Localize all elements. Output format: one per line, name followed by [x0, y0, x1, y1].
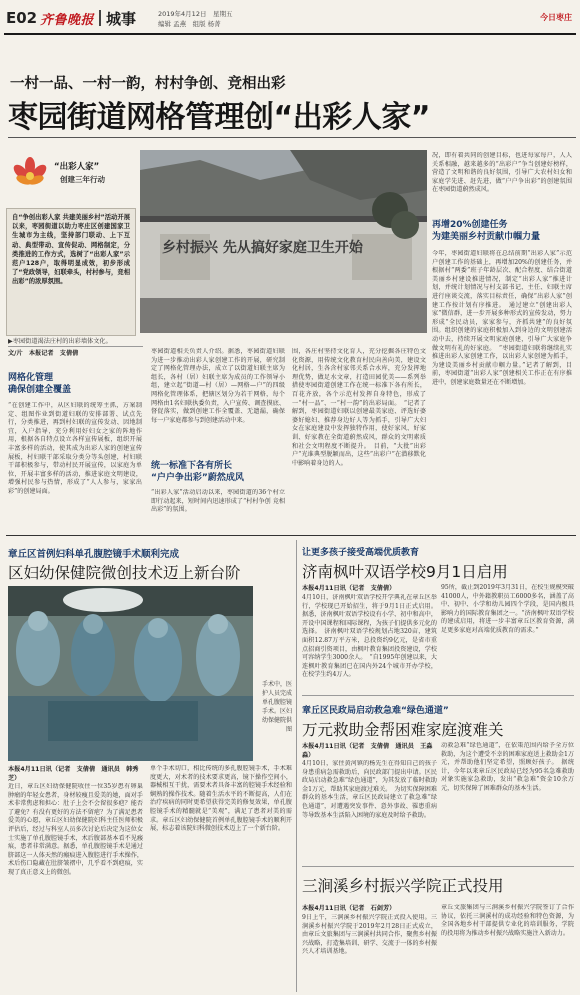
lead-subhead-2b: “户户争出彩”蔚然成风: [151, 473, 244, 483]
campaign-badge: [10, 154, 125, 196]
lead-kicker: 一村一品、一村一韵，村村争创、竞相出彩: [10, 76, 286, 92]
page-number: E02: [6, 9, 38, 27]
section-name: 城事: [106, 10, 137, 28]
badge-line-1: “出彩人家”: [54, 162, 100, 172]
header-rule: [4, 33, 576, 35]
story4-rule: [302, 866, 574, 867]
story2-photo-caption: 手术中，医护人员完成单孔腹腔镜手术。区妇幼保健院供图: [261, 681, 292, 733]
story2-kicker: 章丘区首例妇科单孔腹腔镜手术顺利完成: [8, 549, 180, 560]
lead-col3-text: 围，各庄村坚持文化育人，充分挖掘各庄特色文化资源，用传统文化教育村民向善向美，建设文化村居，生各含村家邻关系合水库，充分发挥地理优势，做足水文章，打造田园优美——系列举措使枣园街道创建工作在统一标准下各有所长，百花齐放，各个示范村发挥自身特色，形成了一“村一品”、一“村一韵”的出彩局面。 “记者了解到，枣园街道妇联以创建最美家庭、评选好婆婆好媳妇、推荐身边好人等为抓手，引导广大妇女在家庭建设中发挥独特作用，使好家风、好家训、好家教在全街道蔚然成风，群众的文明素质和社会文明程度不断提升。 目前，“大批”出彩户“光谁典型脱颖而出，这些“出彩户”在潜移默化中影响着身边的人。: [292, 348, 426, 467]
edition-name: 今日枣庄: [540, 13, 572, 22]
story2-photo: [8, 586, 253, 761]
story3-byline: 本报4月11日讯（记者 支倩倩）: [302, 585, 396, 592]
flower-logo-icon: [10, 154, 50, 194]
lead-photo-caption: ▶枣园街道渴法庄村的出彩墙体文化。: [8, 338, 112, 345]
lead-subhead-3b: 为建美丽乡村贡献巾帼力量: [432, 232, 541, 242]
story2-body-b: 单个手术切口，相比传统的多孔腹腔镜手术，手术难度更大，对术者的技术要求更高，镜下操作空间小，器械相互干扰，需要术者具备丰富的腔镜手术经验和娴熟的操作技术。随着生活水平的不断提高，人们在治疗疾病的同时更希望获得完美的修复效果，单孔腹腔镜手术的精髓就是“美观”，满足了患者对美的需求。章丘区妇幼保健院首例单孔腹腔镜手术的顺利开展，标志着该院妇科微创技术迈上了一个新台阶。: [150, 765, 292, 833]
lead-subhead-1b: 确保创建全覆盖: [8, 385, 72, 395]
lead-photo-divider: [8, 346, 143, 347]
lead-subhead-3a: 再增20%创建任务: [432, 220, 508, 230]
header-editors: 编辑 孟燕 组版 杨菁: [158, 20, 221, 28]
lead-byline: 文/片 本报记者 支倩倩: [8, 350, 79, 357]
lead-col2-text-b: “出彩人家”活动启动以来，枣园街道的36个村立即行动起来，短时间内迅速形成了“村村争创 竞相出彩”的氛围。: [151, 489, 285, 514]
paper-logo: 齐鲁晚报: [40, 13, 95, 28]
lead-col2-text: 枣园街道相关负责人介绍。据悉，枣园街道妇联为进一步推动出彩人家创建工作的开展，研究制定了网格化管理办法，成立了以街道妇联主席为组长，各村（居）妇联主席为成员的工作领导小组，建立起“街道—村（居）—网格—户”的四级网格化管理体系，把辖区划分为若干网格，每个网格由1名妇联执委负责，入户宣传、调查摸底、督促落实，做到创建工作全覆盖、无遗漏，确保每一户家庭都参与到创建活动中来。: [151, 348, 285, 424]
story4-kicker: 章丘区民政局启动救急难“绿色通道”: [302, 706, 449, 716]
surgery-room-illustration: [8, 586, 253, 761]
story4-body-b: 动救急难“绿色通道”，在依策范围内给予全方位救助，为这个遭受不幸的困难家庭送上救助金1万元，并帮助他们坚定希望，照顾好孩子。 据统计，今年以来章丘区民政局已经为95名急难救助对象实施家急救助，发出“救急难”资金10余万元，切实保障了困难群众的基本生活。: [441, 742, 574, 792]
story2-byline: 本报4月11日讯（记者 支倩倩 通讯员 韩秀芝）: [8, 766, 139, 782]
header-date: 2019年4月12日 星期五: [158, 10, 233, 18]
lead-col4-text-b: 今年，枣园街道妇联将在总结前期“出彩人家”示范户创建工作的基础上，再增加20%的创建任务，并根据村“两委”班子年龄层次、配合程度、结合街道美丽乡村建设推进情况，制定“出彩人家”推进计划，并统计划情况与村支部书记、主任、妇联主席进行座谈交流，落实目标责任，确保“出彩人家”创建工作按计划有序推进。 通过建立“创建出彩人家”微信群，进一步开展多种形式的宣传发动，努力形成“全民动员，家家参与，齐抓共建”的良好氛围。组织创建的家庭积极加入到身边的文明创建活动中去，持续开展文明家庭创建，引导广大家庭争做文明有礼的好家庭。 “枣园街道妇联将继续扎实推进出彩人家创建工作，以出彩人家创建为抓手，为建设美丽乡村贡献巾帼力量。”记者了解到，目前，枣园街道“出彩人家”创建相关工作正在有序推进中，创建家庭数量还在不断增加。: [432, 250, 572, 386]
lead-col4-text: 况，即有着共同的创建目标，也进每家每户，人人关系相融，越来越多的“出彩户”争当创建好榜样，营造了文明和谐的良好氛围，引导广大农村妇女和家庭学先进、赶先进，做“户户争出彩”的创建氛围在枣园街道蔚然成风。: [432, 152, 572, 194]
lead-intro-box: [6, 208, 136, 336]
story3-rule: [302, 695, 574, 696]
lead-subhead-1a: 网格化管理: [8, 373, 54, 383]
story4-byline: 本报4月11日讯（记者 支倩倩 通讯员 王淼淼）: [302, 743, 433, 759]
story2-title: 区妇幼保健院微创技术迈上新台阶: [8, 564, 241, 582]
lead-col1-text: “在创建工作中，从区妇联的统筹主抓，方案制定、组图作业到街道妇联的安排部署、试点先行，分类推进，再到村妇联的宣传发动、因地制宜，入户指导，充分利用好妇女之家的阵地作用，根据各自特点设立各样宣传展板，组织开展丰富多样的活动，使其成为出彩人家的创建宣传展板，村妇联干部采取分类分等头创建，村妇联干部积极参与，带动村民开展宣传，以家庭为单位，开展丰富多样的活动，推进家庭文明建设，增强村民参与热情，形成了“人人参与，家家出彩”的创建局面。: [8, 402, 142, 495]
story5-byline: 本报4月11日讯（记者 石剑芳）: [302, 905, 396, 912]
lead-title-rule: [8, 137, 576, 138]
story2-body: 近日，章丘区妇幼保健院收住一位35岁患有卵巢肿瘤的年轻女患者，身材较瘦且爱美的她，面对手术非常焦虑和担心：肚子上会不会留很多疤？能否了避免？有没有更好的方法不留疤？为了满足患者爱美的心愿，章丘区妇幼保健院妇科主任医师积极评估后，经过与科室人员多次讨论后决定为这位女士实施了单孔腹腔镜手术，术后腹部基本看不见瘢痕，患者非常满意。据悉，单孔腹腔镜手术是通过脐部这一人体天然的瘢痕进入腹腔进行手术操作，术后伤口隐藏在肚脐皱褶中，几乎看不到疤痕，实现了真正意义上的微创。: [8, 783, 143, 876]
story5-body-b: 章丘文旅集团与三涧溪乡村振兴学院签订了合作协议，依托三涧溪村的成功经验和特色资源，为全国各地乡村干部提供专业化的培训服务，学院的投用将为推动乡村振兴战略实施注入新动力。: [441, 904, 574, 937]
story5-body: 9日上午，三涧溪乡村振兴学院正式投入使用。三涧溪乡村振兴学院于2019年2月28日正式成立，由章丘文旅集团与三涧溪村共同合作，聚焦乡村振兴战略，打造集培训、研学、交流于一体的乡村振兴人才培训基地。: [302, 914, 437, 956]
photo-wall-slogan: 乡村振兴 先从搞好家庭卫生开始: [162, 240, 363, 256]
story3-kicker: 让更多孩子接受高端优质教育: [302, 548, 420, 558]
story3-body-b: 95所，截止到2019年3月31日，在校生规模突破41000人，中外籍教职员工6000多名，涵盖了高中、初中、小学和幼儿园四个学段，是国内极具影响力的国际教育集团之一。“济南枫叶双语学校的建成启用，将进一步丰富章丘区教育资源，满足更多家庭对高端优质教育的需求。”: [441, 584, 574, 634]
story5-title: 三涧溪乡村振兴学院正式投用: [302, 877, 504, 895]
story4-body: 4月10日，家住黄河镇的杨先生在得知自己的孩子身患重病急需救助后，向民政部门提出申请。区民政局启动救急难“绿色通道”，为其发放了临时救助金1万元，帮助其家庭渡过难关。 为切实保障困难群众的基本生活，章丘区民政局建立了救急难“绿色通道”，对遭遇突发事件、意外事故、罹患重病等导致基本生活陷入困境的家庭及时给予救助。: [302, 760, 437, 819]
lead-subhead-2a: 统一标准下各有所长: [151, 461, 233, 471]
story3-title: 济南枫叶双语学校9月1日启用: [302, 563, 508, 581]
header-divider-icon: [99, 10, 101, 26]
column-divider: [296, 540, 297, 992]
lead-photo: [140, 150, 427, 333]
lead-title: 枣园街道网格管理创“出彩人家”: [8, 100, 430, 135]
story3-body: 4月10日，济南枫叶双语学校开学典礼在章丘区举行，学校现已开始招生，将于9月1日正式启用。据悉，济南枫叶双语学校设有小学、初中和高中，开设中国课程和国际课程，为孩子们提供多元化的选择。 济南枫叶双语学校规划占地320亩，建筑面积12.87万平方米，总投资约9亿元，是省市重点招商引资项目，由枫叶教育集团投资建设，学校可容纳学生3000余人。 “自1995年创建以来，大连枫叶教育集团已在国内外24个城市开办学校，在校学生约4万人。: [302, 594, 437, 679]
story4-title: 万元救助金帮困难家庭渡难关: [302, 721, 504, 739]
lead-intro-text: 自“争创出彩人家 共建美丽乡村”活动开展以来，枣园街道以助力枣庄区创建国家卫生城市为主线，坚持部门联动、上下互动、典型带动、宣传促动、网格制定，分类推进的工作方式，选树了“出彩人家”示范户128户，取得明显成效，初步形成了“党政领导，妇联牵头，村村参与，竞相出彩”的浓厚氛围。: [12, 214, 130, 286]
page-header: [0, 0, 580, 40]
lead-bottom-rule: [6, 535, 576, 536]
badge-line-2: 创建三年行动: [60, 175, 105, 184]
